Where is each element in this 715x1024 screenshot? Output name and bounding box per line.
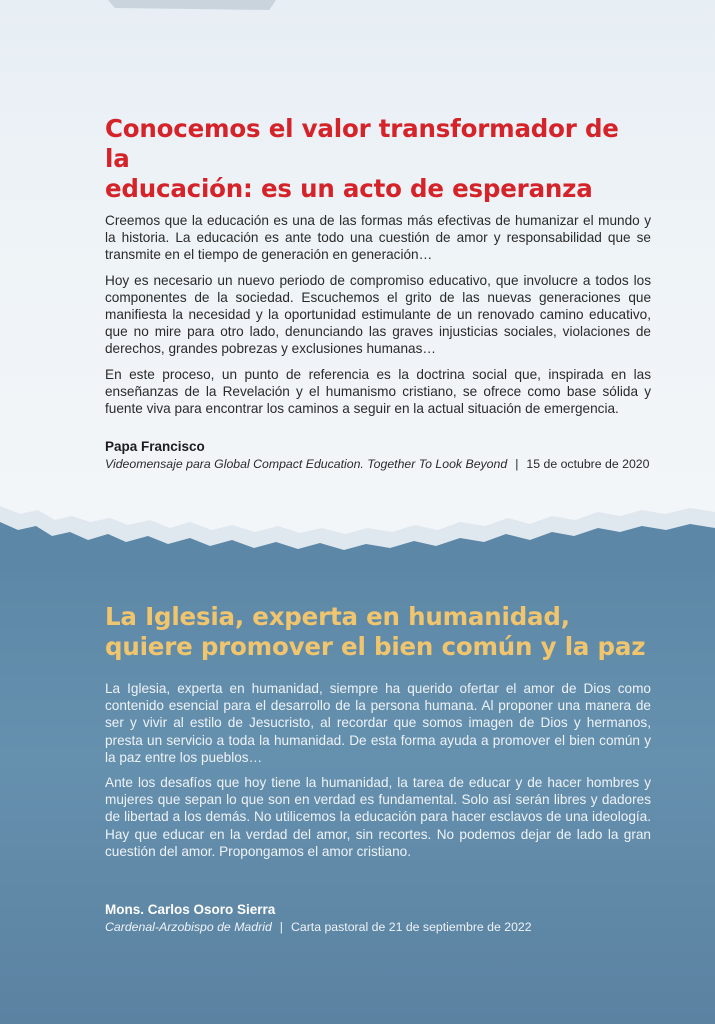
section1-source-date: 15 de octubre de 2020 [526, 457, 650, 471]
section1-signature [105, 439, 651, 471]
section1-source-title: Videomensaje para Global Compact Education. Together To Look Beyond [105, 457, 508, 471]
section2-author: Mons. Carlos Osoro Sierra [105, 902, 276, 917]
section2-title-line2: quiere promover el bien común y la paz [105, 632, 646, 661]
section2-body [105, 680, 651, 868]
separator: | [515, 457, 519, 471]
section1-title-line1: Conocemos el valor transformador de la [105, 114, 619, 173]
section2-title [105, 602, 651, 662]
section1-paragraph: En este proceso, un punto de referencia es la doctrina social que, inspirada en las enseñanzas de la Revelación y el humanismo cristiano, se ofrece como base sólida y fuente viva para encontrar los caminos a seguir en la actual situación de emergencia. [105, 366, 651, 417]
section2-title-line1: La Iglesia, experta en humanidad, [105, 602, 570, 631]
section1-source [105, 457, 651, 471]
section1-title [105, 114, 651, 204]
section2-source-title: Cardenal-Arzobispo de Madrid [105, 920, 272, 934]
torn-paper-edge [0, 470, 715, 570]
section1-paragraph: Hoy es necesario un nuevo periodo de compromiso educativo, que involucre a todos los componentes de la sociedad. Escuchemos el grito de las nuevas generaciones que manifiesta la necesidad y la oportunidad estimulante de un renovado camino educativo, que no mire para otro lado, denunciando las graves injusticias sociales, violaciones de derechos, grandes pobrezas y exclusiones humanas… [105, 272, 651, 357]
section1-paragraph: Creemos que la educación es una de las formas más efectivas de humanizar el mundo y la historia. La educación es ante todo una cuestión de amor y responsabilidad que se transmite en el tiempo de generación en generación… [105, 213, 651, 263]
section1-title-line2: educación: es un acto de esperanza [105, 174, 593, 203]
section1-body [105, 212, 651, 425]
section1-author: Papa Francisco [105, 439, 205, 454]
section2-signature [105, 902, 651, 934]
separator: | [279, 920, 283, 934]
section2-paragraph: Ante los desafíos que hoy tiene la humanidad, la tarea de educar y de hacer hombres y mujeres que sepan lo que son en verdad es fundamental. Solo así serán libres y dadores de libertad a los demás. No utilicemos la educación para hacer esclavos de una ideología. Hay que educar en la verdad del amor, sin recortes. No podemos dejar de lado la gran cuestión del amor. Propongamos el amor cristiano. [105, 775, 651, 859]
section2-paragraph: La Iglesia, experta en humanidad, siempre ha querido ofertar el amor de Dios como contenido esencial para el desarrollo de la persona humana. Al proponer una manera de ser y vivir al estilo de Jesucristo, al recordar que somos imagen de Dios y hermanos, presta un servicio a toda la humanidad. De esta forma ayuda a promover el bien común y la paz entre los pueblos… [105, 681, 651, 765]
section2-source [105, 920, 651, 934]
section2-source-date: Carta pastoral de 21 de septiembre de 2022 [290, 920, 532, 934]
